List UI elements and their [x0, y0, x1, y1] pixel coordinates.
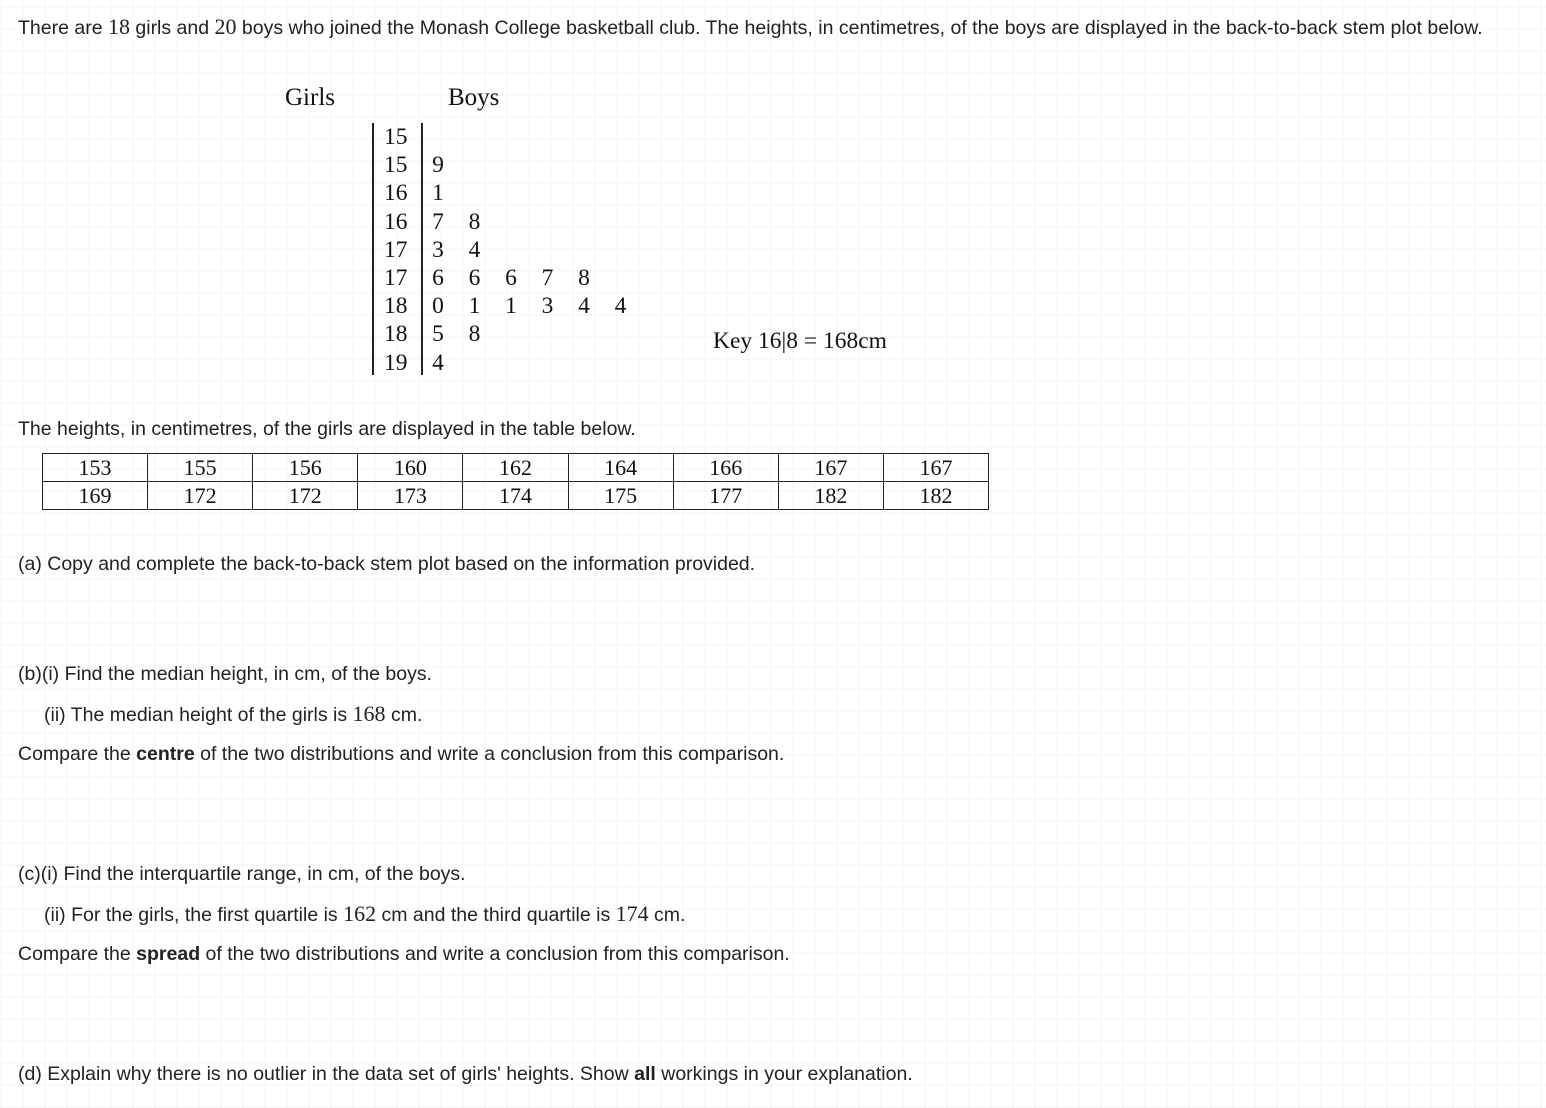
- question-b-i: (b)(i) Find the median height, in cm, of the boys.: [18, 663, 433, 685]
- boys-leaf: 4: [578, 293, 590, 320]
- boys-leaf: 7: [432, 208, 444, 235]
- stem-value: 18: [384, 321, 408, 348]
- boys-leaf: 6: [468, 265, 481, 291]
- stem-value: 17: [384, 265, 408, 291]
- question-c-ii: (ii) For the girls, the first quartile is 162 cm and the third quartile is 174 cm.: [44, 901, 686, 926]
- height-cell: 182: [778, 482, 883, 510]
- stem-value: 19: [384, 349, 408, 376]
- height-cell: 167: [883, 454, 988, 482]
- height-cell: 167: [778, 454, 883, 482]
- boys-leaf: 8: [468, 208, 481, 235]
- boys-header: Boys: [448, 84, 500, 111]
- height-cell: 164: [568, 454, 673, 482]
- height-cell: 162: [463, 454, 568, 482]
- stem-value: 15: [384, 124, 408, 150]
- boys-leaf: 4: [432, 349, 444, 376]
- height-cell: 182: [883, 482, 988, 510]
- boys-leaf: 6: [505, 265, 517, 291]
- boys-leaf: 4: [614, 293, 627, 320]
- height-cell: 160: [358, 454, 463, 482]
- boys-leaf: 3: [541, 293, 554, 320]
- height-cell: 172: [253, 482, 358, 510]
- height-cell: 155: [148, 454, 253, 482]
- height-cell: 166: [673, 454, 778, 482]
- stem-plot-divider: [421, 123, 423, 375]
- boys-leaf: 3: [432, 236, 444, 263]
- girls-header: Girls: [285, 84, 335, 111]
- stem-value: 18: [384, 293, 408, 320]
- boys-leaf: 8: [468, 321, 481, 348]
- boys-leaf: 8: [578, 265, 590, 291]
- boys-leaf: 1: [468, 293, 481, 320]
- boys-leaf: 0: [432, 293, 444, 320]
- boys-leaf: 1: [505, 293, 517, 320]
- table-row: [43, 482, 989, 510]
- stem-plot-key: Key 16|8 = 168cm: [713, 328, 887, 354]
- boys-leaf: 9: [432, 152, 444, 179]
- question-d: (d) Explain why there is no outlier in the data set of girls' heights. Show all workings in your explanation.: [18, 1063, 913, 1085]
- girls-count: 18: [107, 14, 130, 39]
- stem-value: 16: [384, 208, 408, 235]
- girls-table-intro: The heights, in centimetres, of the girls are displayed in the table below.: [18, 418, 636, 440]
- height-cell: 172: [148, 482, 253, 510]
- boys-leaf: 4: [468, 236, 481, 263]
- height-cell: 174: [463, 482, 568, 510]
- height-cell: 173: [358, 482, 463, 510]
- boys-leaf: 1: [432, 180, 444, 207]
- question-b-ii: (ii) The median height of the girls is 168 cm.: [44, 701, 423, 726]
- stem-value: 16: [384, 180, 408, 207]
- boys-leaf: 6: [432, 265, 444, 291]
- height-cell: 153: [43, 454, 148, 482]
- height-cell: 175: [568, 482, 673, 510]
- stem-plot-left-rule: [372, 123, 374, 375]
- girls-heights-table: [42, 453, 989, 510]
- height-cell: 177: [673, 482, 778, 510]
- stem-value: 15: [384, 152, 408, 179]
- boys-count: 20: [214, 14, 237, 39]
- question-a: (a) Copy and complete the back-to-back stem plot based on the information provided.: [18, 553, 756, 575]
- intro-text: There are 18 girls and 20 boys who joined the Monash College basketball club. The heights, in centimetres, of the boys are displayed in the back-to-back stem plot below.: [18, 14, 1483, 39]
- height-cell: 169: [43, 482, 148, 510]
- stem-value: 17: [384, 236, 408, 263]
- question-c-i: (c)(i) Find the interquartile range, in cm, of the boys.: [18, 863, 466, 885]
- height-cell: 156: [253, 454, 358, 482]
- boys-leaf: 5: [432, 321, 444, 348]
- question-c-compare: Compare the spread of the two distributions and write a conclusion from this comparison.: [18, 943, 790, 965]
- boys-leaf: 7: [541, 265, 554, 291]
- table-row: [43, 454, 989, 482]
- question-b-compare: Compare the centre of the two distributions and write a conclusion from this comparison.: [18, 743, 785, 765]
